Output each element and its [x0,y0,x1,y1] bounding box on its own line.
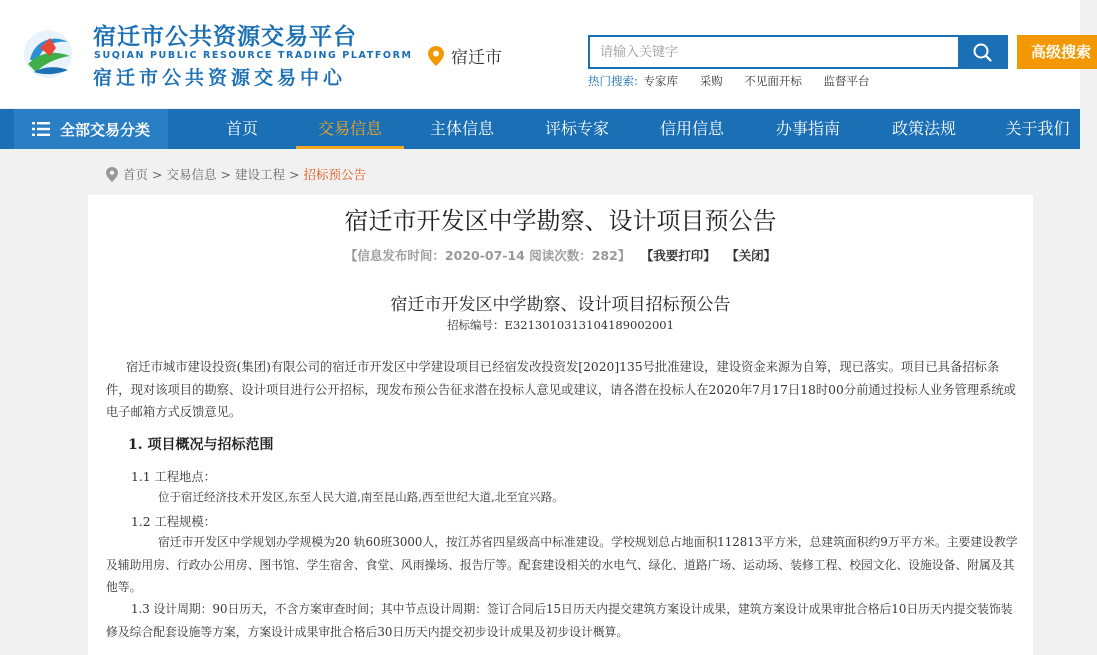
breadcrumb-separator: > [289,166,300,182]
all-categories-button[interactable] [14,109,168,149]
search-input[interactable] [590,37,958,67]
section-heading: 1. 项目概况与招标范围 [128,437,274,453]
breadcrumb-home[interactable]: 首页 [123,167,149,182]
nav-home[interactable]: 首页 [225,119,258,138]
close-link[interactable]: 【关闭】 [726,248,777,263]
breadcrumb-current: 招标预公告 [303,167,367,182]
hot-search-label: 热门搜索: [588,74,638,88]
intro-paragraph: 宿迁市城市建设投资(集团)有限公司的宿迁市开发区中学建设项目已经宿发改投资发[2020]135号批准建设，建设资金来源为自筹，现已落实。项目已具备招标条件，现对该项目的勘察、设计项目进行公开招标，现发布预公告征求潜在投标人意见或建议，请各潜在投标人在2020年7月17日18时00分前通过投标人业务管理系统或电子邮箱方式反馈意见。 [106,360,1016,419]
city-selector[interactable] [428,43,502,68]
nav-policy[interactable]: 政策法规 [891,119,956,138]
nav-entity-info[interactable]: 主体信息 [429,119,494,138]
brand-title: 宿迁市公共资源交易平台 [93,24,357,50]
publish-info: 【信息发布时间：2020-07-14 阅读次数：282】 [344,248,631,263]
brand-center-name: 宿迁市公共资源交易中心 [93,67,347,89]
nav-experts[interactable]: 评标专家 [544,119,609,138]
search-box [588,35,1008,69]
menu-icon [32,122,50,136]
article-panel [88,195,1033,655]
subsection-scale-label: 1.2 工程规模： [131,515,216,529]
nav-guide[interactable]: 办事指南 [775,119,840,138]
breadcrumb-separator: > [152,166,163,182]
subsection-scale-content: 宿迁市开发区中学规划办学规模为20 轨60班3000人，按江苏省四星级高中标准建设。学校规划总占地面积112813平方米，总建筑面积约9万平方米。主要建设教学及辅助用房、行政办公用房、图书馆、学生宿舍、食堂、风雨操场、报告厅等。配套建设相关的水电气、绿化、道路广场、运动场、装修工程、校园文化、设施设备、附属及其他等。 [106,535,1018,594]
article-meta [88,246,1033,264]
site-header [0,0,1092,108]
all-categories-label: 全部交易分类 [60,120,151,139]
hot-search-item[interactable]: 采购 [699,74,723,88]
location-pin-icon [428,46,444,66]
advanced-search-button[interactable]: 高级搜索 [1017,35,1097,69]
breadcrumb-separator: > [220,166,231,182]
platform-logo-icon[interactable] [20,26,76,82]
nav-about[interactable]: 关于我们 [1005,119,1070,138]
document-title: 宿迁市开发区中学勘察、设计项目招标预公告 [390,295,731,315]
search-button[interactable] [958,37,1006,67]
main-nav [0,109,1080,149]
breadcrumb-trade-info[interactable]: 交易信息 [166,167,217,182]
city-name: 宿迁市 [451,48,502,68]
tender-number: 招标编号：E3213010313104189002001 [447,318,674,332]
brand-subtitle-en: SUQIAN PUBLIC RESOURCE TRADING PLATFORM [94,50,413,61]
subsection-location-label: 1.1 工程地点： [131,470,216,484]
breadcrumb-construction[interactable]: 建设工程 [235,167,286,182]
nav-credit-info[interactable]: 信用信息 [659,119,724,138]
hot-search-item[interactable]: 不见面开标 [744,74,802,88]
page-title: 宿迁市开发区中学勘察、设计项目预公告 [344,207,777,235]
search-icon [972,42,992,62]
subsection-location-content: 位于宿迁经济技术开发区,东至人民大道,南至昆山路,西至世纪大道,北至宜兴路。 [158,490,564,504]
location-pin-icon [106,167,118,182]
nav-trade-info[interactable]: 交易信息 [296,109,404,149]
print-link[interactable]: 【我要打印】 [640,248,716,263]
hot-search-item[interactable]: 监督平台 [823,74,870,88]
breadcrumb [106,165,366,183]
hot-search [588,73,888,89]
hot-search-item[interactable]: 专家库 [643,74,679,88]
subsection-design-period: 1.3 设计周期：90日历天，不含方案审查时间；其中节点设计周期：签订合同后15日历天内提交建筑方案设计成果，建筑方案设计成果审批合格后10日历天内提交装饰装修及综合配套设施等方案，方案设计成果审批合格后30日历天内提交初步设计成果及初步设计概算。 [106,602,1013,639]
